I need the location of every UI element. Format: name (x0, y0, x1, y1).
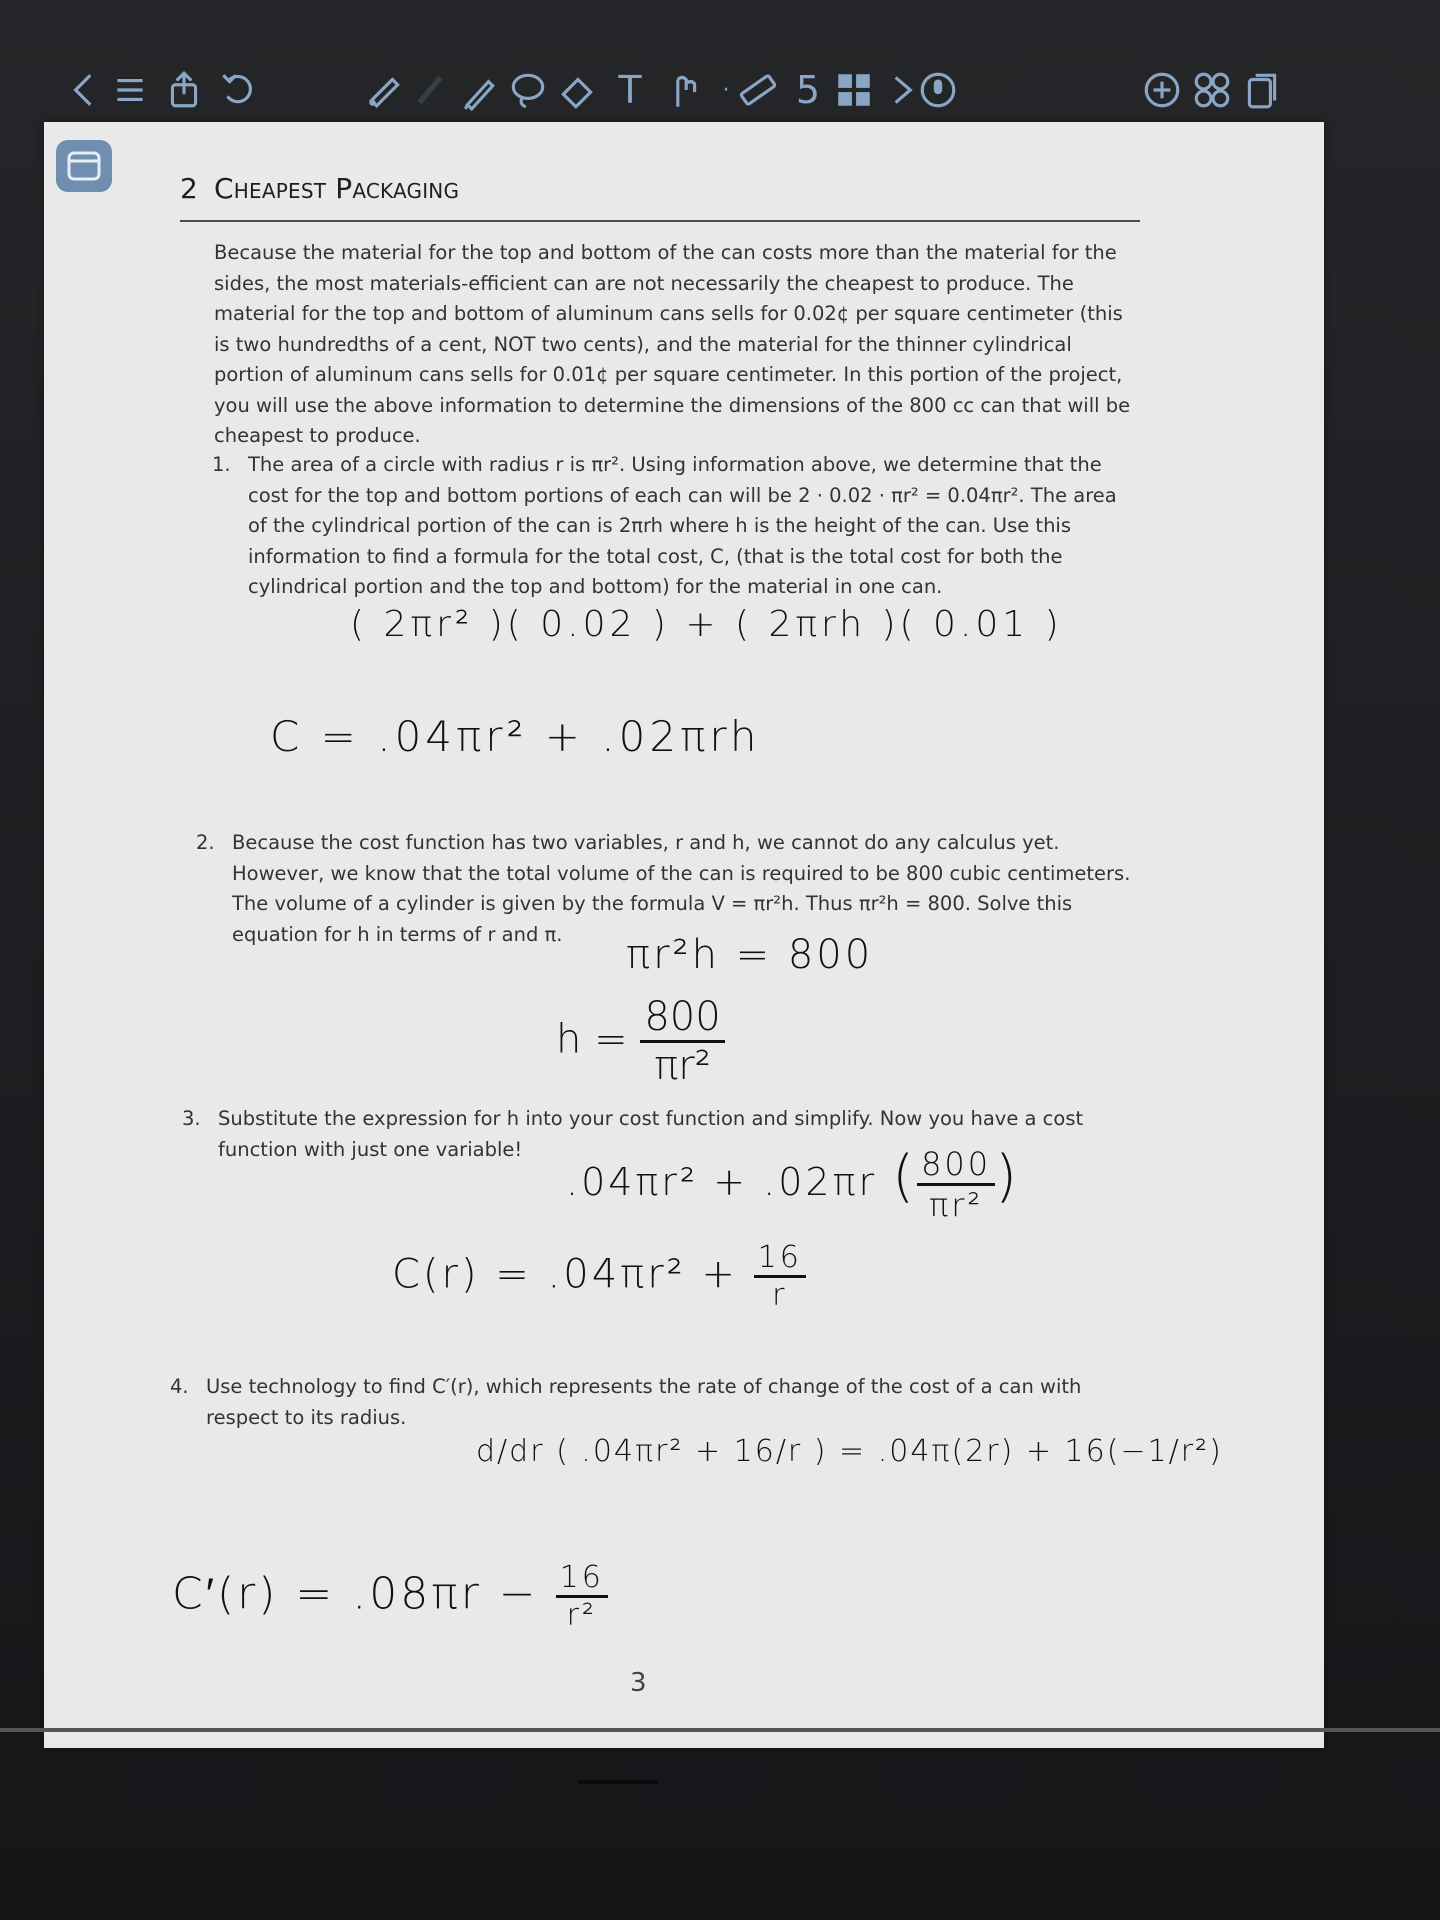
question-number: 2. (196, 831, 215, 854)
more-dot-icon[interactable]: · (722, 77, 730, 103)
substitution-expression: .04πr² + .02πr (566, 1160, 878, 1204)
undo-icon[interactable] (216, 68, 260, 112)
share-icon[interactable] (162, 68, 206, 112)
question-number: 1. (212, 453, 231, 476)
heading-rule (180, 220, 1140, 222)
numerator: 800 (917, 1145, 995, 1186)
eraser-icon[interactable] (556, 68, 600, 112)
denominator: r² (566, 1598, 597, 1633)
question-number: 3. (182, 1107, 201, 1130)
cost-function-expression: C(r) = .04πr² + (392, 1251, 738, 1298)
intro-paragraph: Because the material for the top and bottom of the can costs more than the material for the sides, the most materials-efficient can are not necessarily the cheapest to produce. The material for the top and bottom of aluminum cans sells for 0.02¢ per square centimeter (this is two hundredths of a cent, NOT two cents), and the material for the thinner cylindrical portion of aluminum cans sells for 0.01¢ per square centimeter. In this portion of the project, you will use the above information to determine the dimensions of the 800 cc can that will be cheapest to produce. (214, 241, 1131, 447)
fraction (754, 1240, 806, 1313)
fraction (917, 1145, 995, 1224)
page-number: 3 (630, 1668, 647, 1698)
chevron-left-icon[interactable] (62, 68, 106, 112)
paren-open: ( (892, 1144, 918, 1209)
sidebar-toggle-icon[interactable] (56, 140, 112, 192)
pen-icon[interactable] (408, 68, 452, 112)
section-number: 2 (180, 172, 199, 205)
pointer-icon[interactable] (660, 68, 704, 112)
pages-icon[interactable] (1240, 68, 1284, 112)
numerator: 16 (754, 1240, 806, 1278)
add-page-icon[interactable] (1140, 68, 1184, 112)
question-1 (212, 450, 1134, 603)
handwritten-q1-cost-formula: C = .04πr² + .02πrh (270, 712, 761, 761)
shape-lasso-icon[interactable] (506, 68, 550, 112)
paren-close: ) (995, 1144, 1020, 1209)
question-text: Substitute the expression for h into your cost function and simplify. Now you have a cost function with just one variable! (218, 1107, 1084, 1161)
numerator: 800 (640, 994, 724, 1043)
question-number: 4. (170, 1375, 189, 1398)
handwritten-q2-solution (556, 994, 725, 1089)
h-equals: h = (556, 1016, 628, 1063)
lasso-select-icon[interactable] (362, 68, 406, 112)
highlighter-icon[interactable] (456, 68, 500, 112)
derivative-expression: C′(r) = .08πr − (172, 1568, 539, 1620)
handwritten-q3-substitution (566, 1144, 1020, 1224)
handwritten-q3-cost-function (392, 1240, 806, 1313)
handwritten-q2-volume-equation: πr²h = 800 (626, 932, 874, 978)
handwritten-q1-expression: ( 2πr² )( 0.02 ) + ( 2πrh )( 0.01 ) (350, 604, 1063, 645)
denominator: πr² (654, 1043, 711, 1089)
zoom-box-icon[interactable]: 5 (795, 68, 821, 112)
numerator: 16 (556, 1560, 608, 1598)
question-text: Use technology to find C′(r), which represents the rate of change of the cost of a can with respect to its radius. (206, 1375, 1082, 1429)
ruler-icon[interactable] (736, 68, 780, 112)
handwritten-q4-derivative-result (172, 1560, 608, 1633)
fraction (640, 994, 724, 1089)
handwritten-q4-derivative-step: d/dr ( .04πr² + 16/r ) = .04π(2r) + 16(−1/r²) (476, 1434, 1223, 1469)
grid-view-icon[interactable] (1190, 68, 1234, 112)
denominator: πr² (928, 1186, 984, 1224)
image-sticker-icon[interactable] (832, 68, 876, 112)
home-indicator[interactable] (578, 1780, 658, 1784)
question-text: Because the cost function has two variables, r and h, we cannot do any calculus yet. However, we know that the total volume of the can is required to be 800 cubic centimeters. The volume of a cylinder is given by the formula V = πr²h. Thus πr²h = 800. Solve this equation for h in terms of r and π. (232, 831, 1131, 946)
question-text: The area of a circle with radius r is πr². Using information above, we determine that the cost for the top and bottom portions of each can will be 2 · 0.02 · πr² = 0.04πr². The area of the cylindrical portion of the can is 2πrh where h is the height of the can. Use this information to find a formula for the total cost, C, (that is the total cost for both the cylindrical portion and the top and bottom) for the material in one can. (248, 453, 1117, 598)
annotation-toolbar (56, 58, 1336, 128)
section-heading (180, 172, 1100, 205)
denominator: r (772, 1278, 788, 1313)
microphone-icon[interactable] (916, 68, 960, 112)
page-divider (0, 1728, 1440, 1732)
menu-icon[interactable] (108, 68, 152, 112)
section-title: Cheapest Packaging (214, 172, 460, 205)
question-4 (170, 1372, 1106, 1433)
text-tool-icon[interactable]: T (618, 68, 642, 112)
fraction (556, 1560, 608, 1633)
